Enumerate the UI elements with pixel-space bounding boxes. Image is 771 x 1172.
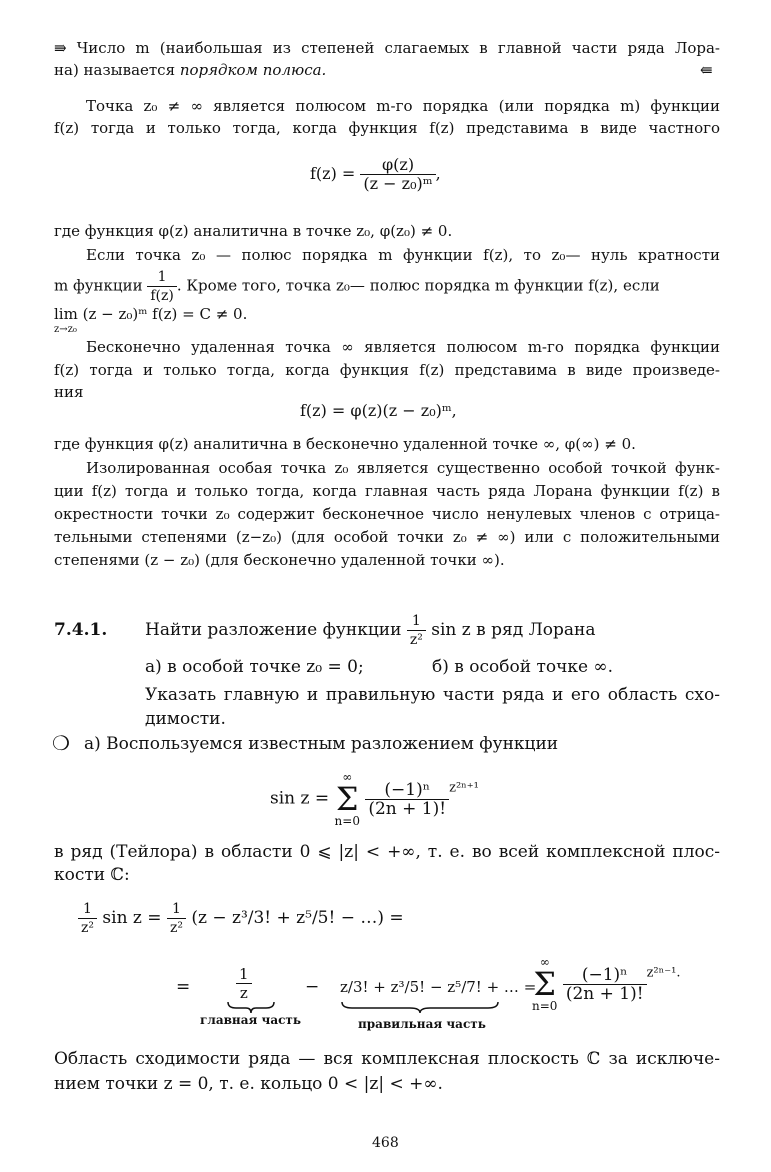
page-number: 468 [372,1135,399,1151]
final-term-den: (2n + 1)! [565,983,644,1004]
sin-term-num: (−1)ⁿ [365,781,449,800]
final-term-num: (−1)ⁿ [563,966,647,985]
intro-line-1: ⇛ Число m (наибольшая из степеней слагаемых в главной части ряда Лора- [54,39,720,57]
infinity-def-line-1: Бесконечно удаленная точка ∞ является полюсом m-го порядка функции [86,338,720,356]
problem-number: 7.4.1. [54,620,108,640]
problem-part-a: а) в особой точке z₀ = 0; [145,657,364,677]
expansion-fraction-right-num: 1 [167,900,186,919]
solution-line-1: а) Воспользуемся известным разложением функции [84,734,559,754]
main-part-num: 1 [236,965,252,984]
main-part-fraction [236,965,252,1002]
final-term-fraction [563,966,647,1003]
infinity-def-line-4: где функция φ(z) аналитична в бесконечно удаленной точке ∞, φ(∞) ≠ 0. [54,435,636,453]
intro-line-2 [54,60,720,80]
main-part-frac [236,965,252,1002]
pole-limit-sub: z→z₀ [54,324,77,335]
pole-def-line-2: f(z) тогда и только тогда, когда функция f(z) представима в виде частного [54,119,720,137]
reciprocal-fraction [147,268,176,305]
infinity-def-line-2: f(z) тогда и только тогда, когда функция f(z) представима в виде произведе- [54,361,720,379]
essential-def-line-1: Изолированная особая точка z₀ является существенно особой точкой функ- [86,459,720,477]
final-sum-symbol [532,955,557,1013]
pole-formula-numerator: φ(z) [360,156,435,175]
reciprocal-denominator: f(z) [150,288,174,304]
infinity-formula: f(z) = φ(z)(z − z₀)ᵐ, [300,401,457,420]
final-sigma-icon: Σ [533,965,557,1003]
intro-line-2-text: на) называется [54,61,180,79]
arrow-end-icon: ⇚ [700,61,713,79]
pole-def-line-5b: . Кроме того, точка z₀— полюс порядка m функции f(z), если [176,276,660,295]
infinity-def-line-3: ния [54,383,84,401]
problem-statement-b: sin z в ряд Лорана [431,620,596,640]
problem-fraction-num: 1 [407,612,426,631]
final-sum [532,955,680,1013]
essential-def-line-5: степенями (z − z₀) (для бесконечно удаленной точки ∞). [54,551,505,569]
main-part-brace [226,1000,276,1014]
solution-marker-icon: ❍ [52,731,70,755]
sin-term-power: z²ⁿ⁺¹ [449,780,479,796]
expansion-fraction-left-num: 1 [78,900,97,919]
solution-line-3: кости ℂ: [54,865,130,885]
problem-line-4: димости. [145,709,226,729]
pole-def-line-5a: m функции [54,276,143,295]
expansion-fraction-right-den: z² [169,920,183,936]
final-sum-upper: ∞ [539,955,550,969]
conclusion-line-1: Область сходимости ряда — вся комплексная плоскость ℂ за исключе- [54,1049,720,1069]
pole-def-line-5 [54,268,720,302]
sin-series-lhs: sin z = [270,788,330,809]
expansion-fraction-left-den: z² [81,920,94,936]
regular-part-brace [340,1000,500,1014]
pole-limit: lim (z − z₀)ᵐ f(z) = C ≠ 0. [54,305,248,323]
minus-sign: − [305,977,320,997]
pole-formula-denominator: (z − z₀)ᵐ [363,174,433,193]
pole-def-line-3: где функция φ(z) аналитична в точке z₀, φ(z₀) ≠ 0. [54,222,453,240]
pole-formula-lhs: f(z) = [310,164,356,183]
expansion-fraction-left [78,900,97,937]
sigma-icon: Σ [335,780,359,818]
sum-lower-limit: n=0 [334,814,360,828]
essential-def-line-4: тельными степенями (z−z₀) (для особой точки z₀ ≠ ∞) или с положительными [54,528,720,546]
conclusion-line-2: нием точки z = 0, т. е. кольцо 0 < |z| < +∞. [54,1074,443,1094]
sin-series [270,770,479,828]
expansion-fraction-right [167,900,186,937]
essential-def-line-3: окрестности точки z₀ содержит бесконечное число ненулевых членов с отрица- [54,505,720,523]
pole-order-term: порядком полюса. [179,61,327,79]
main-part-den: z [239,984,248,1002]
pole-def-line-1: Точка z₀ ≠ ∞ является полюсом m-го порядка (или порядка m) функции [86,97,720,115]
reciprocal-numerator: 1 [147,268,176,287]
expansion-bracket: (z − z³/3! + z⁵/5! − …) = [191,908,404,928]
pole-formula-comma: , [435,164,441,183]
problem-fraction-den: z² [409,632,423,648]
expansion-line-1 [78,900,404,937]
pole-def-line-4: Если точка z₀ — полюс порядка m функции f(z), то z₀— нуль кратности [86,246,720,264]
essential-def-line-2: ции f(z) тогда и только тогда, когда главная часть ряда Лорана функции f(z) в [54,482,720,500]
expansion-equals: = [176,977,191,997]
problem-fraction [407,612,426,649]
problem-part-b: б) в особой точке ∞. [432,657,613,677]
final-term-power: z²ⁿ⁻¹. [646,965,681,981]
pole-formula-fraction [360,156,435,193]
solution-line-2: в ряд (Тейлора) в области 0 ⩽ |z| < +∞, т. е. во всей комплексной плос- [54,842,720,862]
sum-symbol [335,770,360,828]
problem-statement [145,612,725,652]
sin-term-den: (2n + 1)! [368,798,447,819]
expansion-sin: sin z = [102,908,162,928]
sum-upper-limit: ∞ [342,770,353,784]
regular-part-label: правильная часть [358,1017,486,1031]
main-part-label: главная часть [200,1013,301,1027]
sin-term-fraction [365,781,449,818]
final-sum-lower: n=0 [532,999,558,1013]
pole-formula [310,156,441,193]
problem-line-3: Указать главную и правильную части ряда и его область схо- [145,685,720,705]
problem-statement-a: Найти разложение функции [145,620,402,640]
regular-part: z/3! + z³/5! − z⁵/7! + … = [340,978,537,996]
